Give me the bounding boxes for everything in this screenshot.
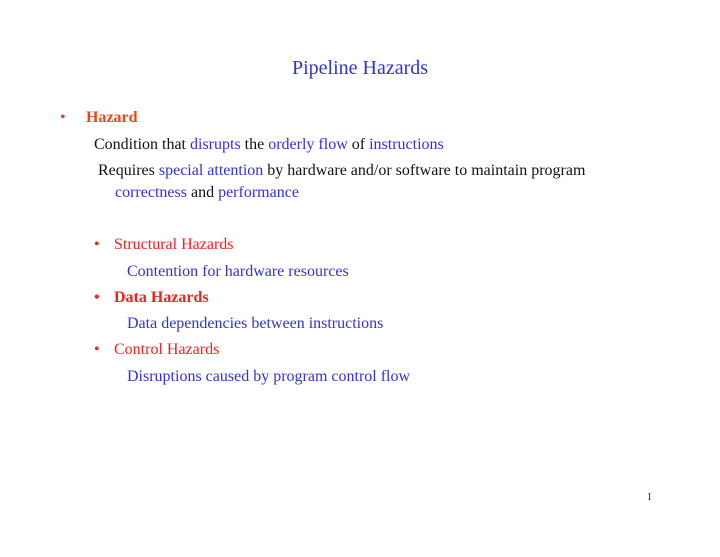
bullet-icon: •: [94, 341, 100, 358]
hazard-definition: Condition that disrupts the orderly flow of instructions: [94, 136, 444, 153]
data-hazards-item: [94, 288, 209, 308]
structural-hazards-item: [94, 235, 234, 255]
hazard-heading: Hazard: [86, 109, 138, 126]
control-hazards-item: [94, 340, 219, 360]
keyword-orderly-flow: orderly flow: [268, 136, 348, 153]
bullet-icon: •: [94, 236, 100, 253]
keyword-special-attention: special attention: [158, 162, 264, 179]
keyword-correctness: correctness: [115, 184, 187, 201]
bullet-icon: •: [94, 289, 100, 306]
bullet-icon: •: [60, 109, 66, 126]
slide-title: Pipeline Hazards: [291, 57, 429, 79]
keyword-performance: performance: [218, 184, 299, 201]
control-hazards-label: Control Hazards: [114, 341, 220, 358]
control-hazards-description: Disruptions caused by program control flow: [127, 368, 411, 385]
data-hazards-label: Data Hazards: [114, 289, 209, 306]
keyword-disrupts: disrupts: [190, 136, 241, 153]
structural-hazards-label: Structural Hazards: [114, 236, 234, 253]
hazard-requirement-line2: correctness and performance: [115, 184, 299, 201]
hazard-requirement-line1: Requires special attention by hardware and/or software to maintain program: [98, 162, 586, 179]
page-number: 1: [647, 492, 652, 503]
structural-hazards-description: Contention for hardware resources: [127, 263, 349, 280]
data-hazards-description: Data dependencies between instructions: [127, 315, 384, 332]
hazard-bullet: [60, 108, 138, 128]
keyword-instructions: instructions: [369, 136, 444, 153]
